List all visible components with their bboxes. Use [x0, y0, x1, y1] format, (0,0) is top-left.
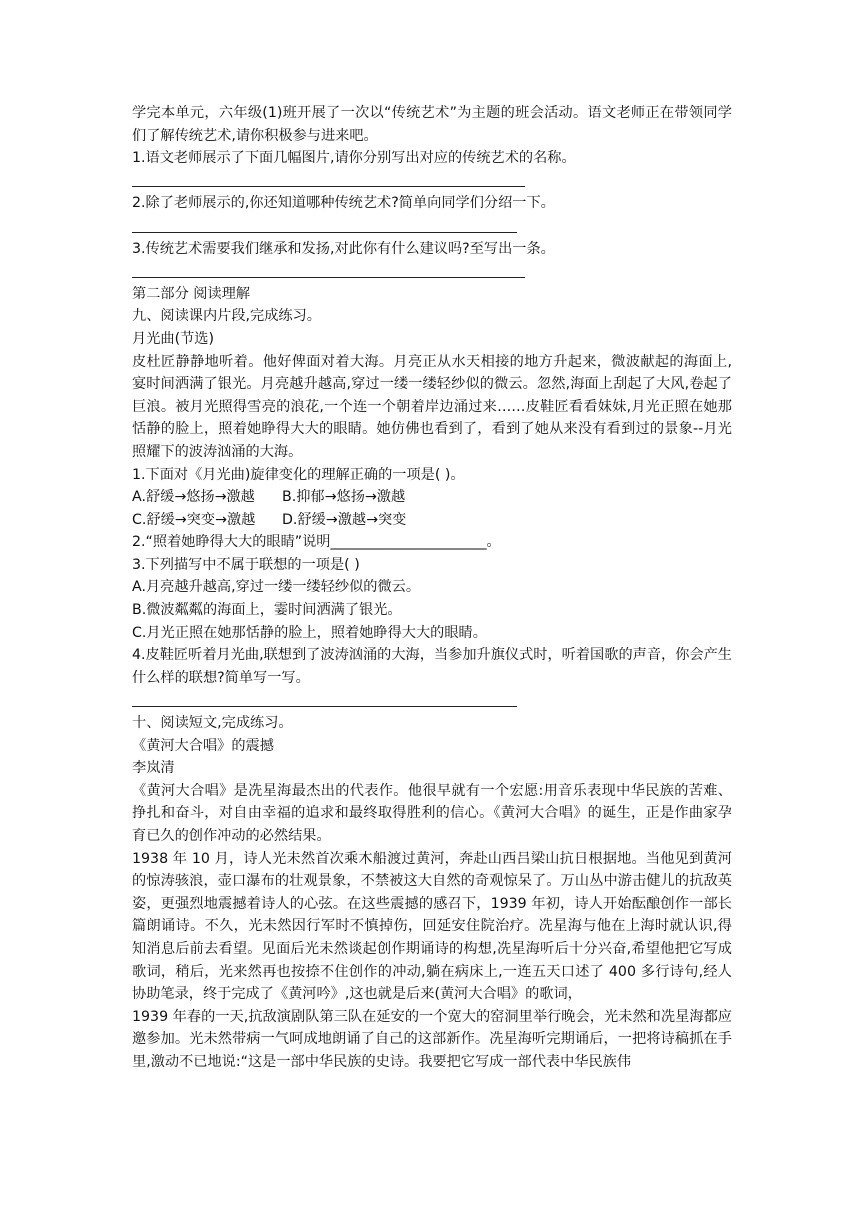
s9-question-3: 3.下列描写中不属于联想的一项是( )	[132, 556, 360, 573]
section-9-title: 月光曲(节选)	[132, 330, 215, 347]
section-10-paragraph-3: 1939 年春的一天,抗敌演剧队第三队在延安的一个宽大的窑洞里举行晚会，光未然和冼星海都应邀参加。光未然带病一气呵成地朗诵了自己的这部新作。冼星海听完期诵后，一把将诗稿抓在手里,激动不已地说:“这是一部中华民族的史诗。我要把它写成一部代表中华民族伟	[132, 1008, 732, 1070]
question-8-3: 3.传统艺术需要我们继承和发扬,对此你有什么建议吗?至写出一条。	[132, 240, 555, 257]
answer-line[interactable]	[132, 170, 732, 193]
section-10-title: 《黄河大合唱》的震撼	[132, 737, 274, 754]
answer-line[interactable]	[132, 689, 732, 712]
s9-question-1: 1.下面对《月光曲)旋律变化的理解正确的一项是( )。	[132, 466, 465, 483]
answer-line[interactable]	[132, 215, 732, 238]
section-10-heading: 十、阅读短文,完成练习。	[132, 715, 293, 732]
option-c[interactable]: C.舒缓→突变→激越	[132, 511, 256, 528]
s9-question-4: 4.皮鞋匠听着月光曲,联想到了波涛汹涌的大海，当参加升旗仪式时，听着国歌的声音，你会产生什么样的联想?简单写一写。	[132, 647, 732, 686]
part-heading: 第二部分 阅读理解	[132, 285, 251, 302]
answer-line[interactable]	[132, 260, 732, 283]
section-10-paragraph-2: 1938 年 10 月，诗人光未然首次乘木船渡过黄河，奔赴山西吕梁山抗日根据地。当他见到黄河的惊涛骇浪，壶口瀑布的壮观景象，不禁被这大自然的奇观惊呆了。万山丛中游击健儿的抗敌英姿，更强烈地震撼着诗人的心弦。在这些震撼的感召下，1939 年初，诗人开始酝酿创作一部长篇朗诵诗。不久，光未然因行军时不慎掉伤，回延安住院治疗。冼星海与他在上海时就认识,得知消息后前去看望。见面后光未然谈起创作期诵诗的构想,冼星海听后十分兴奋,希望他把它写成歌词，稍后，光来然再也按捺不住创作的冲动,躺在病床上,一连五天口述了 400 多行诗句,经人协助笔录，终于完成了《黄河吟》,这也就是后来(黄河大合唱》的歌词，	[132, 850, 732, 1003]
option-d[interactable]: D.舒缓→激越→突变	[282, 511, 407, 528]
question-8-1: 1.语文老师展示了下面几幅图片,请你分别写出对应的传统艺术的名称。	[132, 150, 576, 167]
section-9-heading: 九、阅读课内片段,完成练习。	[132, 308, 321, 325]
section-10-paragraph-1: 《黄河大合唱》是冼星海最杰出的代表作。他很早就有一个宏愿:用音乐表现中华民族的苦难、挣扎和奋斗，对自由幸福的追求和最终取得胜利的信心。《黄河大合唱》的诞生，正是作曲家孕育已久的创作冲动的必然结果。	[132, 782, 732, 844]
option-a[interactable]: A.舒缓→悠扬→激越	[132, 489, 255, 506]
s9-q3-option-a[interactable]: A.月亮越升越高,穿过一缕一缕轻纱似的微云。	[132, 579, 421, 596]
s9-q1-options-cd	[132, 509, 732, 532]
intro-paragraph: 学完本单元，六年级(1)班开展了一次以“传统艺术”为主题的班会活动。语文老师正在带领同学们了解传统艺术,请你积极参与进来吧。	[132, 105, 732, 144]
option-b[interactable]: B.抑郁→悠扬→激越	[282, 489, 406, 506]
section-10-author: 李岚清	[132, 760, 175, 777]
s9-q1-options-ab	[132, 486, 732, 509]
s9-q3-option-b[interactable]: B.微波粼粼的海面上，霎时间洒满了银光。	[132, 602, 402, 619]
section-9-passage: 皮杜匠静静地听着。他好俾面对着大海。月亮正从水天相接的地方升起来，微波献起的海面上,宴时间洒满了银光。月亮越升越高,穿过一缕一缕轻纱似的微云。忽然,海面上刮起了大风,卷起了巨浪。被月光照得雪亮的浪花,一个连一个朝着岸边涌过来……皮鞋匠看看妹妹,月光正照在她那恬静的脸上，照着她睁得大大的眼睛。她仿佛也看到了，看到了她从来没有看到过的景象--月光照耀下的波涛汹涌的大海。	[132, 353, 732, 460]
document-page	[132, 102, 732, 1074]
question-8-2: 2.除了老师展示的,你还知道哪种传统艺术?简单向同学们分绍一下。	[132, 195, 555, 212]
s9-question-2: 2.“照着她睁得大大的眼睛”说明______________________。	[132, 534, 501, 551]
s9-q3-option-c[interactable]: C.月光正照在她那恬静的脸上，照着她睁得大大的眼睛。	[132, 624, 487, 641]
